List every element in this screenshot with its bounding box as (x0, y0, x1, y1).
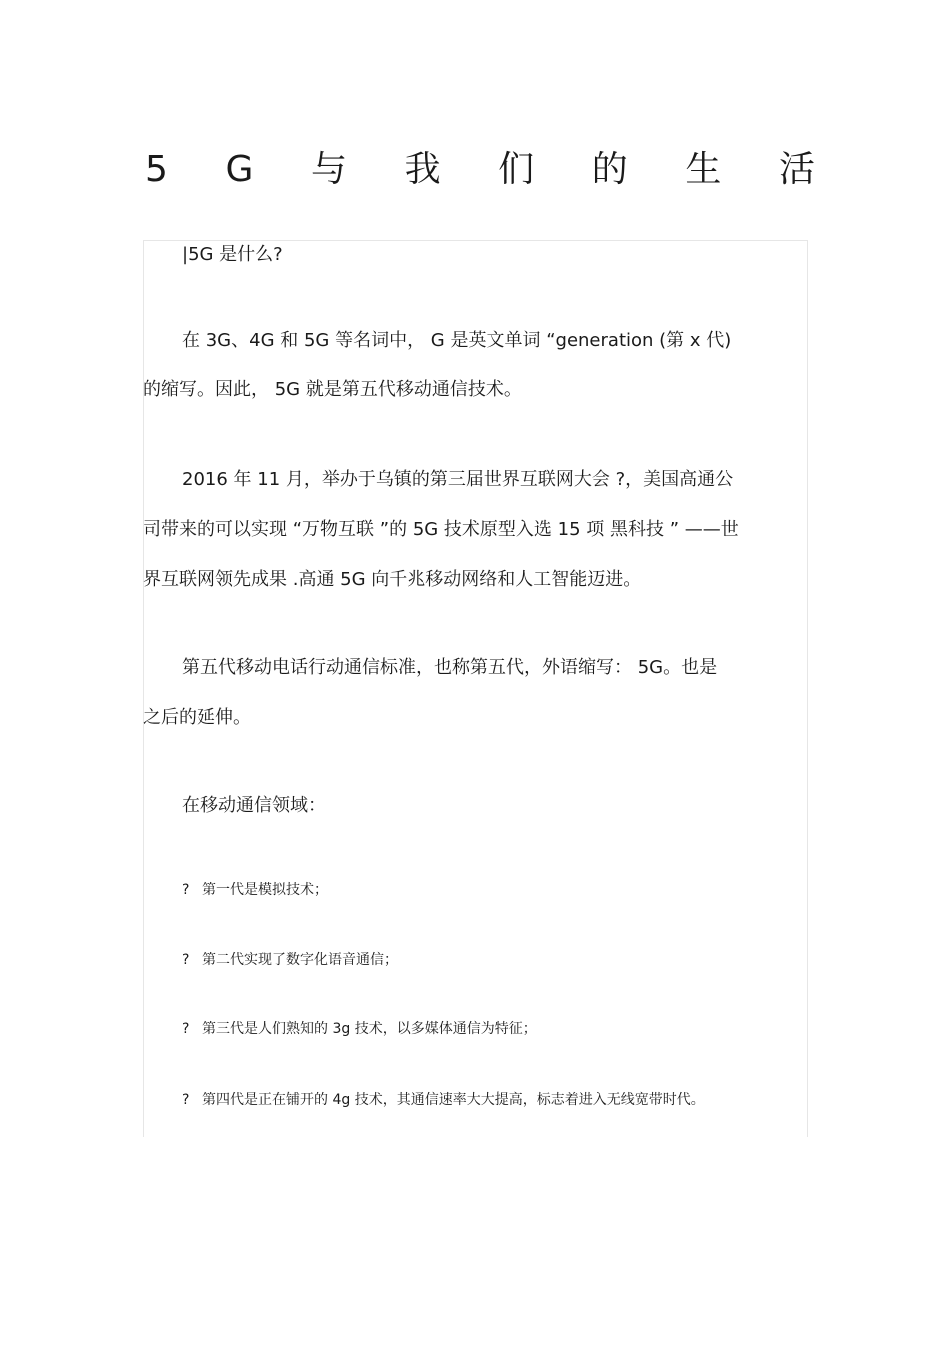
title-char: 生 (685, 149, 722, 190)
paragraph-line: 2016 年 11 月，举办于乌镇的第三届世界互联网大会 ?，美国高通公 (182, 469, 734, 490)
paragraph-line: 在移动通信领域： (182, 795, 326, 816)
bullet-mark: ? (182, 952, 190, 968)
paragraph-line: 司带来的可以实现 “万物互联 ”的 5G 技术原型入选 15 项 黑科技 ” ——世 (143, 519, 739, 540)
list-item (182, 880, 328, 900)
list-item-text: 第四代是正在铺开的 4g 技术，其通信速率大大提高，标志着进入无线宽带时代。 (202, 1092, 705, 1108)
paragraph-line: 的缩写。因此， 5G 就是第五代移动通信技术。 (143, 379, 522, 400)
list-item (182, 1019, 537, 1039)
list-item-text: 第一代是模拟技术； (202, 882, 328, 898)
bullet-mark: ? (182, 882, 190, 898)
paragraph-line: 在 3G、4G 和 5G 等名词中， G 是英文单词 “generation (第 x 代) (182, 330, 732, 351)
list-item (182, 1090, 705, 1110)
paragraph-line: 第五代移动电话行动通信标准，也称第五代，外语缩写： 5G。也是 (182, 657, 718, 678)
title-char: 5 (145, 149, 168, 190)
title-char: 们 (498, 149, 535, 190)
page-title (145, 140, 815, 200)
title-char: 的 (591, 149, 628, 190)
section-heading: |5G 是什么? (182, 244, 283, 265)
title-char: 与 (310, 149, 347, 190)
title-char: 我 (404, 149, 441, 190)
list-item-text: 第三代是人们熟知的 3g 技术，以多媒体通信为特征； (202, 1021, 537, 1037)
content-frame (143, 240, 808, 1137)
list-item-text: 第二代实现了数字化语音通信； (202, 952, 398, 968)
paragraph-line: 界互联网领先成果 .高通 5G 向千兆移动网络和人工智能迈进。 (143, 569, 642, 590)
bullet-mark: ? (182, 1021, 190, 1037)
title-char: G (225, 149, 254, 190)
title-char: 活 (778, 149, 815, 190)
list-item (182, 950, 398, 970)
paragraph-line: 之后的延伸。 (143, 707, 251, 728)
bullet-mark: ? (182, 1092, 190, 1108)
